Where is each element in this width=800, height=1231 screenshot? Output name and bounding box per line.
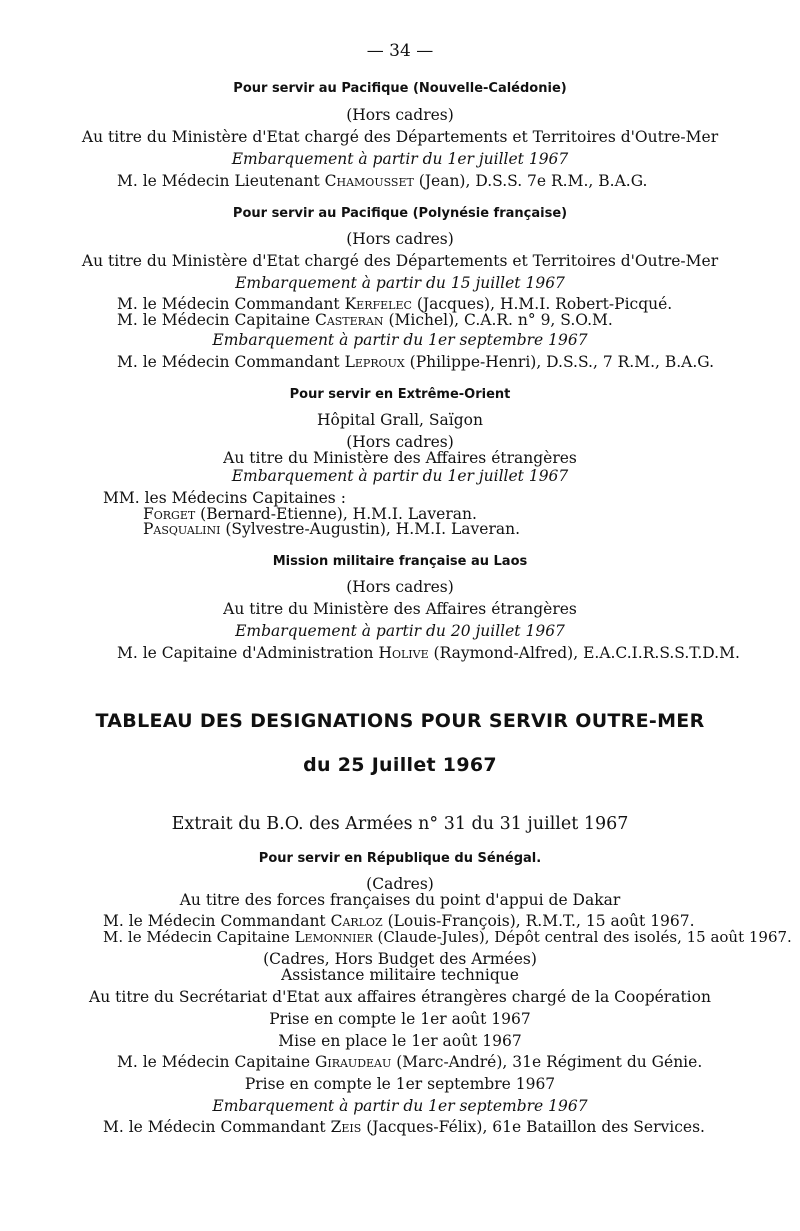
- text-line: (Hors cadres): [346, 433, 454, 451]
- text-line: Au titre du Ministère des Affaires étrangères: [223, 600, 577, 618]
- embarkation-line: Embarquement à partir du 15 juillet 1967: [235, 274, 565, 292]
- section-heading-laos: Mission militaire française au Laos: [272, 554, 528, 569]
- embarkation-line: Embarquement à partir du 20 juillet 1967: [235, 622, 565, 640]
- appointment-entry: M. le Capitaine d'Administration Holive (Raymond-Alfred), E.A.C.I.R.S.S.T.D.M.: [117, 644, 740, 662]
- surname: Giraudeau: [314, 1053, 392, 1071]
- appointment-entry: M. le Médecin Lieutenant Chamousset (Jean), D.S.S. 7e R.M., B.A.G.: [117, 172, 648, 190]
- text-line: (Hors cadres): [346, 230, 454, 248]
- text-line: Au titre du Ministère d'Etat chargé des Départements et Territoires d'Outre-Mer: [81, 128, 719, 146]
- page-number: — 34 —: [366, 41, 434, 61]
- tableau-title: TABLEAU DES DESIGNATIONS POUR SERVIR OUTRE-MER: [95, 710, 705, 732]
- surname: Kerfelec: [344, 295, 412, 313]
- appointment-entry: M. le Médecin Capitaine Casteran (Michel), C.A.R. n° 9, S.O.M.: [117, 311, 613, 329]
- text-line: Au titre du Ministère d'Etat chargé des Départements et Territoires d'Outre-Mer: [81, 252, 719, 270]
- surname: Leproux: [344, 353, 405, 371]
- surname: Zeis: [330, 1118, 362, 1136]
- text-line: Mise en place le 1er août 1967: [278, 1032, 522, 1050]
- section-heading-senegal: Pour servir en République du Sénégal.: [258, 851, 542, 866]
- text-line: (Hors cadres): [346, 106, 454, 124]
- text-line: (Cadres): [366, 875, 434, 893]
- appointment-entry: M. le Médecin Capitaine Lemonnier (Claude-Jules), Dépôt central des isolés, 15 août 1967.: [103, 928, 792, 946]
- appointment-entry: M. le Médecin Commandant Leproux (Philippe-Henri), D.S.S., 7 R.M., B.A.G.: [117, 353, 715, 371]
- appointment-entry: Forget (Bernard-Etienne), H.M.I. Laveran.: [143, 505, 477, 523]
- surname: Carloz: [330, 912, 383, 930]
- embarkation-line: Embarquement à partir du 1er septembre 1967: [212, 331, 588, 349]
- text-line: Assistance militaire technique: [281, 966, 519, 984]
- section-heading-extreme-orient: Pour servir en Extrême-Orient: [289, 387, 511, 402]
- appointment-entry: M. le Médecin Commandant Carloz (Louis-François), R.M.T., 15 août 1967.: [103, 912, 695, 930]
- text-line: Hôpital Grall, Saïgon: [317, 411, 483, 429]
- appointment-entry: Pasqualini (Sylvestre-Augustin), H.M.I. Laveran.: [143, 520, 521, 538]
- text-line: MM. les Médecins Capitaines :: [103, 489, 346, 507]
- embarkation-line: Embarquement à partir du 1er juillet 1967: [231, 467, 569, 485]
- text-line: (Cadres, Hors Budget des Armées): [263, 950, 537, 968]
- surname: Holive: [378, 644, 429, 662]
- text-line: (Hors cadres): [346, 578, 454, 596]
- text-line: Prise en compte le 1er août 1967: [269, 1010, 531, 1028]
- embarkation-line: Embarquement à partir du 1er septembre 1967: [212, 1097, 588, 1115]
- tableau-date: du 25 Juillet 1967: [303, 754, 497, 776]
- text-line: Au titre des forces françaises du point d'appui de Dakar: [179, 891, 621, 909]
- extrait-line: Extrait du B.O. des Armées n° 31 du 31 juillet 1967: [171, 814, 629, 834]
- section-heading-nouvelle-caledonie: Pour servir au Pacifique (Nouvelle-Calédonie): [233, 81, 567, 96]
- embarkation-line: Embarquement à partir du 1er juillet 1967: [231, 150, 569, 168]
- appointment-entry: M. le Médecin Capitaine Giraudeau (Marc-André), 31e Régiment du Génie.: [117, 1053, 703, 1071]
- surname: Lemonnier: [294, 928, 373, 946]
- appointment-entry: M. le Médecin Commandant Kerfelec (Jacques), H.M.I. Robert-Picqué.: [117, 295, 673, 313]
- text-line: Prise en compte le 1er septembre 1967: [244, 1075, 556, 1093]
- text-line: Au titre du Ministère des Affaires étrangères: [223, 449, 577, 467]
- section-heading-polynesie: Pour servir au Pacifique (Polynésie française): [232, 206, 568, 221]
- surname: Pasqualini: [143, 520, 221, 538]
- surname: Casteran: [314, 311, 384, 329]
- appointment-entry: M. le Médecin Commandant Zeis (Jacques-Félix), 61e Bataillon des Services.: [103, 1118, 705, 1136]
- surname: Forget: [143, 505, 196, 523]
- surname: Chamousset: [324, 172, 414, 190]
- text-line: Au titre du Secrétariat d'Etat aux affaires étrangères chargé de la Coopération: [89, 988, 711, 1006]
